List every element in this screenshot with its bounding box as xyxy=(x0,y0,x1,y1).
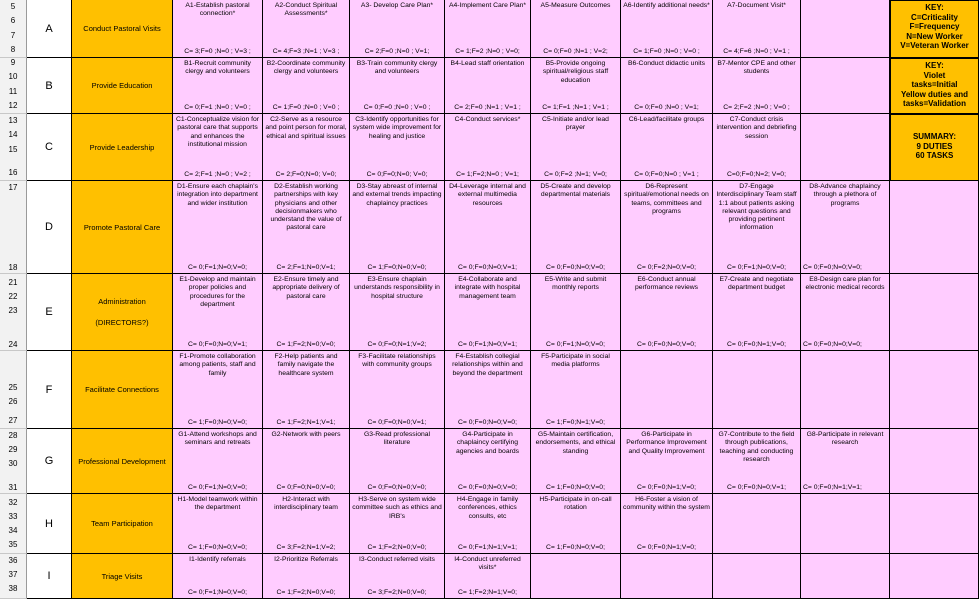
key-line: KEY: xyxy=(925,3,944,12)
empty-cell[interactable] xyxy=(890,494,979,554)
empty-task-cell[interactable] xyxy=(713,554,801,599)
duty-team-participation[interactable] xyxy=(72,494,173,554)
task-codes: C= 1;F=2;N=0;V=0; xyxy=(276,588,336,596)
key-line: F=Frequency xyxy=(909,22,960,31)
duty-name: Facilitate Connections xyxy=(85,385,159,394)
task-codes: C= 0;F=0;N=0;V=0; xyxy=(458,483,517,491)
task-cell[interactable] xyxy=(350,58,445,114)
task-title: E1-Develop and maintain proper policies and procedures for the department xyxy=(179,276,256,308)
key-line: KEY: xyxy=(925,61,944,70)
task-title: B6-Conduct didactic units xyxy=(627,60,706,67)
summary-line: 60 TASKS xyxy=(915,151,954,160)
task-codes: C= 0;F=0;N=0 ; V=1 ; xyxy=(634,170,699,178)
task-title: G1-Attend workshops and seminars and retreats xyxy=(178,431,257,447)
empty-task-cell[interactable] xyxy=(801,351,890,429)
task-cell[interactable] xyxy=(350,274,445,351)
task-codes: C= 0;F=0;N=0;V=0; xyxy=(803,340,862,348)
task-cell[interactable] xyxy=(350,494,445,554)
task-cell[interactable] xyxy=(531,351,621,429)
task-codes: C= 0;F=1;N=0;V=0; xyxy=(188,588,247,596)
task-title: B3-Train community clergy and volunteers xyxy=(356,60,438,76)
task-title: E3-Ensure chaplain understands responsibility in hospital structure xyxy=(354,276,440,300)
key-line: Yellow duties and xyxy=(900,89,969,99)
task-cell[interactable] xyxy=(263,0,350,58)
task-codes: C= 1;F=0;N=0;V=0; xyxy=(367,263,427,271)
task-title: A3- Develop Care Plan* xyxy=(360,2,434,9)
summary-line: 9 DUTIES xyxy=(916,141,953,151)
task-cell[interactable] xyxy=(350,0,445,58)
task-cell[interactable] xyxy=(713,181,801,274)
row-number: 27 xyxy=(8,416,18,425)
row-header[interactable] xyxy=(0,58,27,114)
row-number: 34 xyxy=(8,526,18,535)
task-title: B2-Coordinate community clergy and volunteers xyxy=(266,60,346,76)
row-number: 6 xyxy=(10,16,16,25)
duty-promote-pastoral-care[interactable] xyxy=(72,181,173,274)
task-codes: C= 0;F=1;N=1;V=1; xyxy=(458,543,517,551)
task-cell[interactable] xyxy=(621,114,713,181)
task-title: C6-Lead/facilitate groups xyxy=(628,116,705,123)
task-title: H6-Foster a vision of community within the system xyxy=(623,496,710,512)
key-line: C=Criticality xyxy=(911,12,958,22)
task-title: E5-Write and submit monthly reports xyxy=(544,276,607,292)
task-title: I1-Identify referrals xyxy=(189,556,246,563)
task-title: B4-Lead staff orientation xyxy=(450,60,525,67)
task-cell[interactable] xyxy=(263,181,350,274)
task-codes: C= 1;F=2;N=0;V=0; xyxy=(276,340,336,348)
task-cell[interactable] xyxy=(531,494,621,554)
duty-professional-development[interactable] xyxy=(72,429,173,494)
task-codes: C= 1;F=1 ;N=1 ; V=1 ; xyxy=(542,103,609,111)
duty-letter[interactable]: D xyxy=(27,181,72,274)
task-cell[interactable] xyxy=(445,0,531,58)
row-header[interactable] xyxy=(0,0,27,58)
duty-name: Conduct Pastoral Visits xyxy=(83,24,161,33)
task-cell[interactable] xyxy=(350,351,445,429)
task-codes: C= 0;F=0;N=0;V=0; xyxy=(546,263,605,271)
duty-letter[interactable]: F xyxy=(27,351,72,429)
task-title: A4-Implement Care Plan* xyxy=(448,2,527,9)
task-title: D7-Engage Interdisciplinary Team staff 1:1 about patients asking relevant questions and providing pertinent information xyxy=(716,183,797,232)
row-number: 21 xyxy=(8,278,18,287)
task-cell[interactable] xyxy=(173,554,263,599)
task-title: C4-Conduct services* xyxy=(454,116,521,123)
row-number: 13 xyxy=(8,116,18,125)
duty-name: Team Participation xyxy=(91,519,153,528)
task-title: H2-Interact with interdisciplinary team xyxy=(274,496,338,512)
task-cell[interactable] xyxy=(445,58,531,114)
duty-provide-leadership[interactable] xyxy=(72,114,173,181)
task-title: G3-Read professional literature xyxy=(363,431,431,447)
task-codes: C= 0;F=0 ;N=1 ; V=2; xyxy=(543,47,608,55)
task-cell[interactable] xyxy=(445,181,531,274)
task-codes: C= 0;F=0 ;N=0 ; V=1; xyxy=(634,103,699,111)
task-title: H1-Model teamwork within the department xyxy=(177,496,258,512)
empty-task-cell[interactable] xyxy=(531,554,621,599)
task-cell[interactable] xyxy=(531,58,621,114)
task-codes: C= 0;F=0;N=1;V=0; xyxy=(637,543,696,551)
duty-note: (DIRECTORS?) xyxy=(95,318,149,327)
task-codes: C= 1;F=2;N=1;V=0; xyxy=(458,588,517,596)
task-title: E8-Design care plan for electronic medical records xyxy=(805,276,885,292)
empty-task-cell[interactable] xyxy=(621,554,713,599)
row-number: 26 xyxy=(8,397,18,406)
row-header[interactable] xyxy=(0,181,27,274)
duty-triage-visits[interactable] xyxy=(72,554,173,599)
row-number: 16 xyxy=(8,168,18,177)
duty-name: Provide Leadership xyxy=(89,142,155,152)
empty-task-cell[interactable] xyxy=(801,0,890,58)
task-codes: C= 0;F=0;N=1;V=0; xyxy=(727,340,786,348)
task-codes: C= 0;F=0;N=0;V=1; xyxy=(458,263,517,271)
row-number: 18 xyxy=(8,263,18,272)
row-number: 17 xyxy=(8,183,18,192)
task-codes: C= 0;F=2;N=0;V=0; xyxy=(637,263,696,271)
task-codes: C= 0;F=1;N=0;V=0; xyxy=(546,340,605,348)
row-header[interactable] xyxy=(0,351,27,429)
row-number: 14 xyxy=(8,130,18,139)
row-number: 11 xyxy=(8,87,18,96)
task-codes: C= 1;F=2;N=0;V=0; xyxy=(367,543,427,551)
row-header[interactable] xyxy=(0,114,27,181)
task-title: D8-Advance chaplaincy through a plethora of programs xyxy=(809,183,881,207)
key-colors xyxy=(890,58,979,114)
summary xyxy=(890,114,979,181)
task-codes: C= 0;F=0 ;N=0 ; V=0 ; xyxy=(363,103,431,111)
duty-name: Professional Development xyxy=(78,456,166,466)
task-codes: C= 3;F=0 ;N=0 ; V=3 ; xyxy=(184,47,251,55)
row-number: 9 xyxy=(10,58,16,67)
row-number: 5 xyxy=(10,2,16,11)
task-codes: C= 0;F=0;N=0;V=0; xyxy=(367,483,427,491)
key-line: Violet xyxy=(923,70,946,80)
row-number: 33 xyxy=(8,512,18,521)
task-title: H5-Participate in on-call rotation xyxy=(539,496,612,512)
duty-letter[interactable]: B xyxy=(27,58,72,114)
task-cell[interactable] xyxy=(173,58,263,114)
task-cell[interactable] xyxy=(173,0,263,58)
task-cell[interactable] xyxy=(713,0,801,58)
task-cell[interactable] xyxy=(173,114,263,181)
task-cell[interactable] xyxy=(531,0,621,58)
task-codes: C= 0;F=2 ;N=1; V=0; xyxy=(544,170,607,178)
task-codes: C= 0;F=0;N=0; V=0; xyxy=(366,170,428,178)
duty-name: Triage Visits xyxy=(101,571,143,581)
task-codes: C= 0;F=0;N=0;V=0; xyxy=(637,340,696,348)
row-number: 23 xyxy=(8,306,18,315)
task-title: A2-Conduct Spiritual Assessments* xyxy=(274,2,338,18)
task-cell[interactable] xyxy=(713,58,801,114)
task-title: A5-Measure Outcomes xyxy=(540,2,611,9)
task-codes: C= 1;F=2 ;N=0 ; V=0; xyxy=(455,47,520,55)
task-codes: C= 3;F=2;N=1;V=2; xyxy=(276,543,336,551)
duty-administration[interactable] xyxy=(72,274,173,351)
row-number: 38 xyxy=(8,584,18,593)
task-codes: C= 4;F=6 ;N=0 ; V=1 ; xyxy=(723,47,790,55)
task-codes: C= 1;F=0;N=0;V=0; xyxy=(546,543,605,551)
task-title: D3-Stay abreast of internal and external trends impacting chaplaincy practices xyxy=(352,183,442,207)
task-cell[interactable] xyxy=(263,58,350,114)
task-cell[interactable] xyxy=(173,181,263,274)
task-title: D2-Establish working partnerships with key physicians and other decisionmakers who understand the value of pastoral care xyxy=(270,183,342,232)
row-number: 12 xyxy=(8,101,18,110)
task-cell[interactable] xyxy=(350,181,445,274)
task-cell[interactable] xyxy=(173,429,263,494)
task-title: C1-Conceptualize vision for pastoral care that supports and enhances the institutional mission xyxy=(175,116,260,148)
task-title: F2-Help patients and family navigate the healthcare system xyxy=(274,353,338,377)
task-title: F5-Participate in social media platforms xyxy=(541,353,610,369)
task-title: G6-Participate in Performance Improvement and Quality Improvement xyxy=(626,431,707,455)
row-number: 31 xyxy=(8,483,18,492)
task-cell[interactable] xyxy=(801,181,890,274)
row-number: 37 xyxy=(8,570,18,579)
empty-task-cell[interactable] xyxy=(621,351,713,429)
task-title: G2-Network with peers xyxy=(271,431,341,438)
empty-task-cell[interactable] xyxy=(801,58,890,114)
task-cell[interactable] xyxy=(801,274,890,351)
task-codes: C= 2;F=1 ;N=0 ; V=2 ; xyxy=(184,170,251,178)
task-cell[interactable] xyxy=(445,554,531,599)
task-codes: C= 0;F=1;N=0;V=1; xyxy=(458,340,517,348)
task-cell[interactable] xyxy=(445,429,531,494)
row-number: 28 xyxy=(8,431,18,440)
task-cell[interactable] xyxy=(445,494,531,554)
task-title: B5-Provide ongoing spiritual/religious staff education xyxy=(542,60,609,84)
task-title: G5-Maintain certification, endorsements, and ethical standing xyxy=(535,431,616,455)
task-cell[interactable] xyxy=(531,274,621,351)
row-header[interactable] xyxy=(0,494,27,554)
row-number: 36 xyxy=(8,556,18,565)
task-title: I3-Conduct referred visits xyxy=(359,556,435,563)
key-legend xyxy=(890,0,979,58)
duty-letter[interactable]: C xyxy=(27,114,72,181)
task-cell[interactable] xyxy=(173,351,263,429)
task-cell[interactable] xyxy=(263,351,350,429)
task-codes: C= 1;F=0;N=0;V=0; xyxy=(188,543,247,551)
empty-task-cell[interactable] xyxy=(801,554,890,599)
task-cell[interactable] xyxy=(621,58,713,114)
task-title: C3-Identify opportunities for system wide improvement for healing and justice xyxy=(352,116,442,140)
task-title: D4-Leverage internal and external multimedia resources xyxy=(449,183,526,207)
task-codes: C= 0;F=1;N=0;V=0; xyxy=(727,263,786,271)
duty-name: Provide Education xyxy=(91,81,153,90)
row-number: 32 xyxy=(8,498,18,507)
task-cell[interactable] xyxy=(350,114,445,181)
task-title: B7-Mentor CPE and other students xyxy=(717,60,796,76)
task-codes: C= 3;F=2;N=0;V=0; xyxy=(367,588,427,596)
task-cell[interactable] xyxy=(263,429,350,494)
task-codes: C= 1;F=0;N=0;V=0; xyxy=(546,483,605,491)
row-number: 8 xyxy=(10,45,16,54)
key-line: V=Veteran Worker xyxy=(900,41,969,50)
task-codes: C= 0;F=0;N=0;V=0; xyxy=(276,483,336,491)
task-codes: C= 0;F=1 ;N=0 ; V=0 ; xyxy=(184,103,251,111)
task-cell[interactable] xyxy=(173,274,263,351)
task-title: G4-Participate in chaplaincy certifying agencies and boards xyxy=(455,431,520,455)
task-codes: C= 2;F=2 ;N=0 ; V=0 ; xyxy=(723,103,790,111)
task-codes: C= 1;F=2;N=0 ; V=1; xyxy=(456,170,519,178)
task-cell[interactable] xyxy=(263,274,350,351)
task-codes: C= 0;F=0;N=0;V=1; xyxy=(727,483,786,491)
row-number: 25 xyxy=(8,383,18,392)
duty-name: Administration xyxy=(98,297,146,306)
duty-provide-education[interactable] xyxy=(72,58,173,114)
task-cell[interactable] xyxy=(801,429,890,494)
task-cell[interactable] xyxy=(445,274,531,351)
duty-name: Promote Pastoral Care xyxy=(83,222,161,232)
task-codes: C= 1;F=0;N=1;V=0; xyxy=(546,418,605,426)
row-header[interactable] xyxy=(0,429,27,494)
task-cell[interactable] xyxy=(621,0,713,58)
task-cell[interactable] xyxy=(350,429,445,494)
row-number: 30 xyxy=(8,459,18,468)
task-title: F1-Promote collaboration among patients, staff and family xyxy=(179,353,256,377)
duty-letter[interactable]: A xyxy=(27,0,72,58)
task-title: C5-Initiate and/or lead prayer xyxy=(542,116,609,132)
task-title: H3-Serve on system wide committee such as ethics and IRB's xyxy=(352,496,442,520)
task-cell[interactable] xyxy=(263,554,350,599)
task-cell[interactable] xyxy=(621,494,713,554)
task-title: H4-Engage in family conferences, ethics consults, etc xyxy=(456,496,519,520)
row-number: 35 xyxy=(8,540,18,549)
task-cell[interactable] xyxy=(350,554,445,599)
task-cell[interactable] xyxy=(531,114,621,181)
summary-line: SUMMARY: xyxy=(912,132,957,141)
task-codes: C= 0;F=1;N=0;V=0; xyxy=(188,263,247,271)
empty-task-cell[interactable] xyxy=(801,114,890,181)
task-title: I2-Prioritize Referrals xyxy=(274,556,338,563)
task-codes: C= 1;F=2;N=1;V=1; xyxy=(276,418,336,426)
task-cell[interactable] xyxy=(445,114,531,181)
task-title: E6-Conduct annual performance reviews xyxy=(634,276,699,292)
task-codes: C=0;F=0;N=2; V=0; xyxy=(727,170,786,178)
task-title: B1-Recruit community clergy and volunteers xyxy=(184,60,251,76)
task-codes: C= 2;F=0 ;N=1 ; V=1 ; xyxy=(454,103,521,111)
task-cell[interactable] xyxy=(445,351,531,429)
empty-task-cell[interactable] xyxy=(713,494,801,554)
task-codes: C= 0;F=0;N=1;V=0; xyxy=(637,483,696,491)
task-codes: C= 0;F=0;N=0;V=1; xyxy=(367,418,427,426)
row-number: 22 xyxy=(8,292,18,301)
task-cell[interactable] xyxy=(621,181,713,274)
task-cell[interactable] xyxy=(713,114,801,181)
task-title: D6-Represent spiritual/emotional needs on teams, committees and programs xyxy=(624,183,709,215)
duty-letter[interactable]: G xyxy=(27,429,72,494)
key-line: tasks=Validation xyxy=(903,99,966,108)
empty-task-cell[interactable] xyxy=(713,351,801,429)
row-number: 15 xyxy=(8,145,18,154)
task-codes: C= 0;F=0;N=0;V=0; xyxy=(458,418,517,426)
key-line: tasks=Initial xyxy=(911,80,958,89)
task-title: F3-Facilitate relationships with community groups xyxy=(358,353,436,369)
task-title: D1-Ensure each chaplain's integration into department and wider institution xyxy=(176,183,259,207)
task-codes: C= 1;F=0;N=0;V=0; xyxy=(188,418,247,426)
task-codes: C= 0;F=0;N=1;V=1; xyxy=(803,483,862,491)
task-codes: C= 0;F=0;N=1;V=2; xyxy=(367,340,427,348)
task-title: A7-Document Visit* xyxy=(727,2,786,9)
empty-task-cell[interactable] xyxy=(801,494,890,554)
task-codes: C= 0;F=0;N=0;V=0; xyxy=(803,263,862,271)
task-title: D5-Create and develop departmental materials xyxy=(540,183,611,199)
task-title: A6-Identify additional needs* xyxy=(623,2,710,9)
empty-cell[interactable] xyxy=(890,429,979,494)
task-codes: C= 0;F=0;N=0;V=1; xyxy=(188,340,247,348)
task-title: A1-Establish pastoral connection* xyxy=(185,2,250,18)
task-cell[interactable] xyxy=(531,429,621,494)
task-cell[interactable] xyxy=(713,274,801,351)
duty-letter[interactable]: H xyxy=(27,494,72,554)
task-codes: C= 0;F=1;N=0;V=0; xyxy=(188,483,247,491)
task-title: C2-Serve as a resource and point person for moral, ethical and spiritual issues xyxy=(265,116,347,140)
row-header[interactable] xyxy=(0,274,27,351)
task-title: G7-Contribute to the field through publications, teaching and conducting research xyxy=(718,431,795,463)
row-number: 29 xyxy=(8,445,18,454)
task-codes: C= 2;F=0 ;N=0 ; V=1; xyxy=(364,47,430,55)
row-number: 10 xyxy=(8,72,18,81)
row-header[interactable] xyxy=(0,554,27,599)
empty-cell[interactable] xyxy=(890,274,979,351)
duty-letter[interactable]: I xyxy=(27,554,72,599)
task-cell[interactable] xyxy=(621,274,713,351)
task-title: G8-Participate in relevant research xyxy=(806,431,884,447)
task-title: E2-Ensure timely and appropriate delivery of pastoral care xyxy=(272,276,340,300)
task-title: C7-Conduct crisis intervention and debriefing session xyxy=(716,116,797,140)
empty-cell[interactable] xyxy=(890,181,979,274)
row-number: 7 xyxy=(10,31,16,40)
duty-conduct-pastoral-visits[interactable] xyxy=(72,0,173,58)
task-codes: C= 1;F=0 ;N=0 ; V=0 ; xyxy=(272,103,340,111)
empty-cell[interactable] xyxy=(890,351,979,429)
empty-cell[interactable] xyxy=(890,554,979,599)
task-codes: C= 1;F=0 ;N=0 ; V=0 ; xyxy=(633,47,700,55)
task-title: I4-Conduct unreferred visits* xyxy=(454,556,521,572)
task-title: E4-Collaborate and integrate with hospital management team xyxy=(454,276,521,300)
duty-facilitate-connections[interactable] xyxy=(72,351,173,429)
task-cell[interactable] xyxy=(531,181,621,274)
task-codes: C= 2;F=0;N=0; V=0; xyxy=(275,170,337,178)
task-title: E7-Create and negotiate department budget xyxy=(719,276,794,292)
task-cell[interactable] xyxy=(621,429,713,494)
task-codes: C= 4;F=3 ;N=1 ; V=3 ; xyxy=(272,47,340,55)
task-cell[interactable] xyxy=(173,494,263,554)
task-cell[interactable] xyxy=(263,114,350,181)
key-line: N=New Worker xyxy=(906,31,963,41)
task-cell[interactable] xyxy=(263,494,350,554)
task-codes: C= 2;F=1;N=0;V=1; xyxy=(276,263,336,271)
row-number: 24 xyxy=(8,340,18,349)
duty-letter[interactable]: E xyxy=(27,274,72,351)
task-cell[interactable] xyxy=(713,429,801,494)
task-title: F4-Establish collegial relationships within and beyond the department xyxy=(452,353,523,377)
